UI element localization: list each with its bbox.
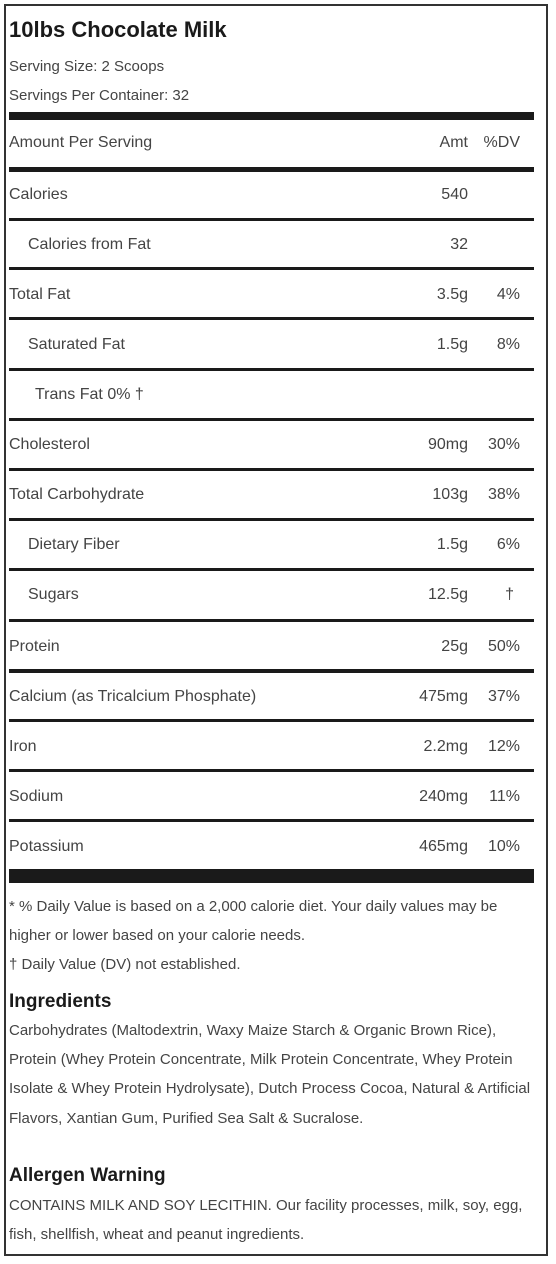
thick-divider-top [9, 112, 534, 120]
nutrient-label: Protein [9, 638, 60, 655]
divider [9, 418, 534, 421]
nutrient-label: Total Carbohydrate [9, 486, 145, 503]
divider [9, 568, 534, 571]
divider [9, 368, 534, 371]
nutrient-label: Saturated Fat [28, 336, 125, 353]
divider [9, 317, 534, 320]
nutrient-amount: 465mg [419, 838, 468, 855]
nutrient-amount: 2.2mg [423, 738, 468, 755]
nutrient-amount: 25g [441, 638, 468, 655]
serving-size: Serving Size: 2 Scoops [9, 58, 165, 75]
nutrient-amount: 1.5g [436, 536, 468, 553]
nutrient-dv: 50% [487, 638, 520, 655]
nutrient-dv: 30% [487, 436, 520, 453]
nutrient-amount: 475mg [419, 688, 468, 705]
nutrient-dv: † [505, 586, 514, 603]
ingredients-text: Carbohydrates (Maltodextrin, Waxy Maize Starch & Organic Brown Rice), Protein (Whey Protein Concentrate, Milk Protein Concentrate, Whey Protein Isolate & Whey Protein Hydrolysate), Dutch Process Cocoa, Natural & Artificial Flavors, Xantian Gum, Purified Sea Salt & Sucralose. [9, 1022, 531, 1127]
nutrient-dv: 37% [487, 688, 520, 705]
nutrient-label: Total Fat [9, 286, 71, 303]
nutrient-label: Iron [9, 738, 37, 755]
nutrient-amount: 90mg [427, 436, 468, 453]
divider [9, 468, 534, 471]
ingredients-heading: Ingredients [9, 991, 112, 1012]
nutrient-dv: 11% [489, 788, 520, 805]
nutrient-amount: 240mg [419, 788, 468, 805]
nutrient-label: Sodium [9, 788, 64, 805]
nutrient-label: Calcium (as Tricalcium Phosphate) [9, 688, 257, 705]
product-title: 10lbs Chocolate Milk [9, 17, 227, 42]
nutrient-label: Trans Fat 0% † [35, 386, 144, 403]
nutrient-dv: 12% [487, 738, 520, 755]
servings-per-container: Servings Per Container: 32 [9, 87, 190, 104]
divider [9, 669, 534, 673]
nutrient-label: Calories [9, 186, 68, 203]
footnote-dagger: † Daily Value (DV) not established. [9, 956, 241, 973]
nutrient-amount: 32 [450, 236, 468, 253]
header-amt: Amt [439, 134, 468, 151]
nutrient-amount: 3.5g [436, 286, 468, 303]
nutrient-label: Potassium [9, 838, 84, 855]
header-dv: %DV [483, 134, 520, 151]
nutrient-dv: 6% [496, 536, 520, 553]
nutrient-label: Sugars [28, 586, 79, 603]
header-amount-per-serving: Amount Per Serving [9, 134, 153, 151]
divider [9, 619, 534, 622]
divider [9, 719, 534, 722]
nutrient-dv: 8% [496, 336, 520, 353]
allergen-heading: Allergen Warning [9, 1165, 166, 1186]
footnote-daily-value: * % Daily Value is based on a 2,000 calorie diet. Your daily values may be higher or lower based on your calorie needs. [9, 898, 498, 944]
nutrient-amount: 540 [441, 186, 468, 203]
divider [9, 518, 534, 521]
divider [9, 218, 534, 221]
divider [9, 819, 534, 822]
divider [9, 267, 534, 270]
nutrient-label: Dietary Fiber [28, 536, 120, 553]
allergen-text: CONTAINS MILK AND SOY LECITHIN. Our facility processes, milk, soy, egg, fish, shellfish, wheat and peanut ingredients. [9, 1197, 523, 1244]
nutrient-label: Calories from Fat [28, 236, 151, 253]
nutrient-label: Cholesterol [9, 436, 90, 453]
nutrient-dv: 10% [487, 838, 520, 855]
divider-header [9, 167, 534, 172]
nutrient-dv: 4% [496, 286, 520, 303]
nutrient-amount: 103g [432, 486, 468, 503]
nutrient-dv: 38% [487, 486, 520, 503]
nutrient-amount: 1.5g [436, 336, 468, 353]
thick-divider-bottom [9, 869, 534, 883]
nutrient-amount: 12.5g [427, 586, 468, 603]
divider [9, 769, 534, 772]
